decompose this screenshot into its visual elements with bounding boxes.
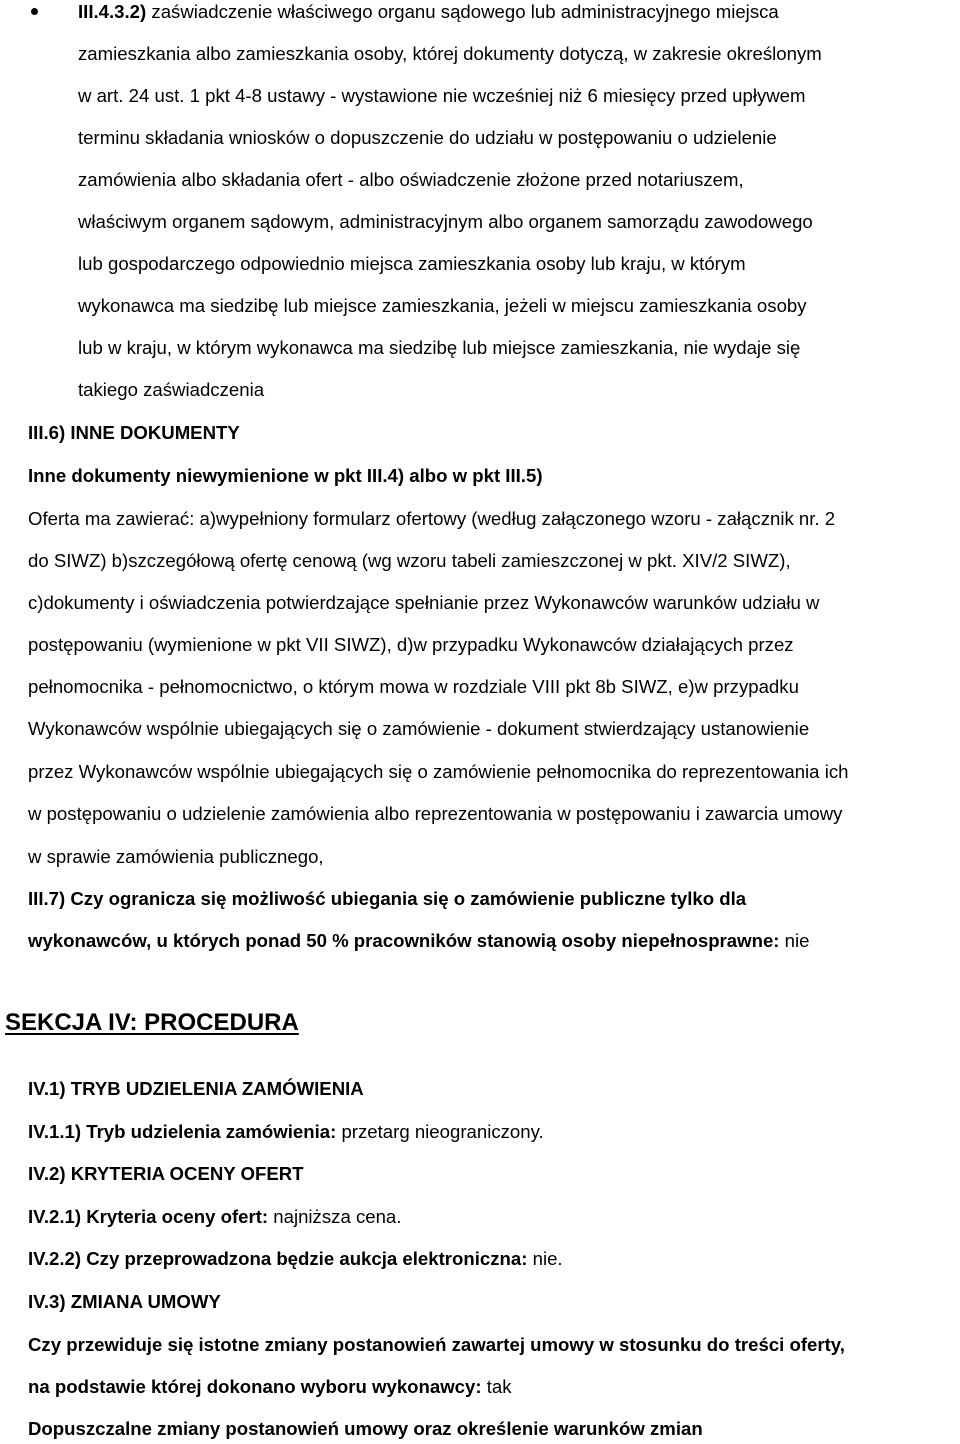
item-line: lub gospodarczego odpowiednio miejsca zamieszkania osoby lub kraju, w którym xyxy=(78,253,746,274)
item-line: w art. 24 ust. 1 pkt 4-8 ustawy - wystawione nie wcześniej niż 6 miesięcy przed upływem xyxy=(78,85,806,106)
item-label: III.4.3.2) xyxy=(78,1,147,22)
paragraph-line: postępowaniu (wymienione w pkt VII SIWZ), d)w przypadku Wykonawców działających przez xyxy=(28,634,794,655)
item-line: właściwym organem sądowym, administracyjnym albo organem samorządu zawodowego xyxy=(78,211,813,232)
field-iv-2-1 xyxy=(28,1206,401,1228)
heading-iv-2: IV.2) KRYTERIA OCENY OFERT xyxy=(28,1163,304,1184)
bullet-icon xyxy=(31,8,38,15)
item-line: takiego zaświadczenia xyxy=(78,379,265,400)
item-line: lub w kraju, w którym wykonawca ma siedzibę lub miejsce zamieszkania, nie wydaje się xyxy=(78,337,801,358)
item-first-line xyxy=(78,1,779,23)
question-text: wykonawców, u których ponad 50 % pracowników stanowią osoby niepełnosprawne: xyxy=(28,930,780,951)
field-label: IV.1.1) Tryb udzielenia zamówienia: xyxy=(28,1121,337,1142)
field-value: nie. xyxy=(532,1248,563,1269)
question-text: na podstawie której dokonano wyboru wykonawcy: xyxy=(28,1376,482,1397)
answer-value: tak xyxy=(486,1376,512,1397)
heading-iii-6: III.6) INNE DOKUMENTY xyxy=(28,422,240,443)
item-line: zamieszkania albo zamieszkania osoby, której dokumenty dotyczą, w zakresie określonym xyxy=(78,43,822,64)
item-line: zamówienia albo składania ofert - albo oświadczenie złożone przed notariuszem, xyxy=(78,169,744,190)
field-value: przetarg nieograniczony. xyxy=(341,1121,544,1142)
item-text: zaświadczenie właściwego organu sądowego lub administracyjnego miejsca xyxy=(151,1,779,22)
item-line: terminu składania wniosków o dopuszczenie do udziału w postępowaniu o udzielenie xyxy=(78,127,777,148)
paragraph-line: c)dokumenty i oświadczenia potwierdzające spełnianie przez Wykonawców warunków udziału w xyxy=(28,592,820,613)
paragraph-line: pełnomocnika - pełnomocnictwo, o którym mowa w rozdziale VIII pkt 8b SIWZ, e)w przypadku xyxy=(28,676,799,697)
section-title: SEKCJA IV: PROCEDURA xyxy=(5,1009,299,1036)
paragraph-line: przez Wykonawców wspólnie ubiegających się o zamówienie pełnomocnika do reprezentowania ich xyxy=(28,761,849,782)
field-label: IV.2.2) Czy przeprowadzona będzie aukcja elektroniczna: xyxy=(28,1248,528,1269)
paragraph-line: w sprawie zamówienia publicznego, xyxy=(28,846,324,867)
question-iii-7-answer-line xyxy=(28,930,809,952)
field-label: IV.2.1) Kryteria oceny ofert: xyxy=(28,1206,269,1227)
answer-value: nie xyxy=(784,930,810,951)
item-line: wykonawca ma siedzibę lub miejsce zamieszkania, jeżeli w miejscu zamieszkania osoby xyxy=(78,295,807,316)
subheading-iii-6: Inne dokumenty niewymienione w pkt III.4) albo w pkt III.5) xyxy=(28,465,543,486)
question-iv-3-line2 xyxy=(28,1376,512,1398)
field-iv-2-2 xyxy=(28,1248,563,1270)
field-value: najniższa cena. xyxy=(273,1206,402,1227)
heading-dopuszczalne-zmiany: Dopuszczalne zmiany postanowień umowy oraz określenie warunków zmian xyxy=(28,1418,703,1439)
heading-iv-1: IV.1) TRYB UDZIELENIA ZAMÓWIENIA xyxy=(28,1078,364,1099)
field-iv-1-1 xyxy=(28,1121,544,1143)
heading-iv-3: IV.3) ZMIANA UMOWY xyxy=(28,1291,221,1312)
question-iv-3-line1: Czy przewiduje się istotne zmiany postanowień zawartej umowy w stosunku do treści oferty, xyxy=(28,1334,845,1355)
paragraph-line: do SIWZ) b)szczegółową ofertę cenową (wg wzoru tabeli zamieszczonej w pkt. XIV/2 SIWZ), xyxy=(28,550,791,571)
paragraph-line: Wykonawców wspólnie ubiegających się o zamówienie - dokument stwierdzający ustanowienie xyxy=(28,718,810,739)
paragraph-line: Oferta ma zawierać: a)wypełniony formularz ofertowy (według załączonego wzoru - załącznik nr. 2 xyxy=(28,508,836,529)
question-iii-7: III.7) Czy ogranicza się możliwość ubiegania się o zamówienie publiczne tylko dla xyxy=(28,888,747,909)
paragraph-line: w postępowaniu o udzielenie zamówienia albo reprezentowania w postępowaniu i zawarcia umowy xyxy=(28,803,843,824)
